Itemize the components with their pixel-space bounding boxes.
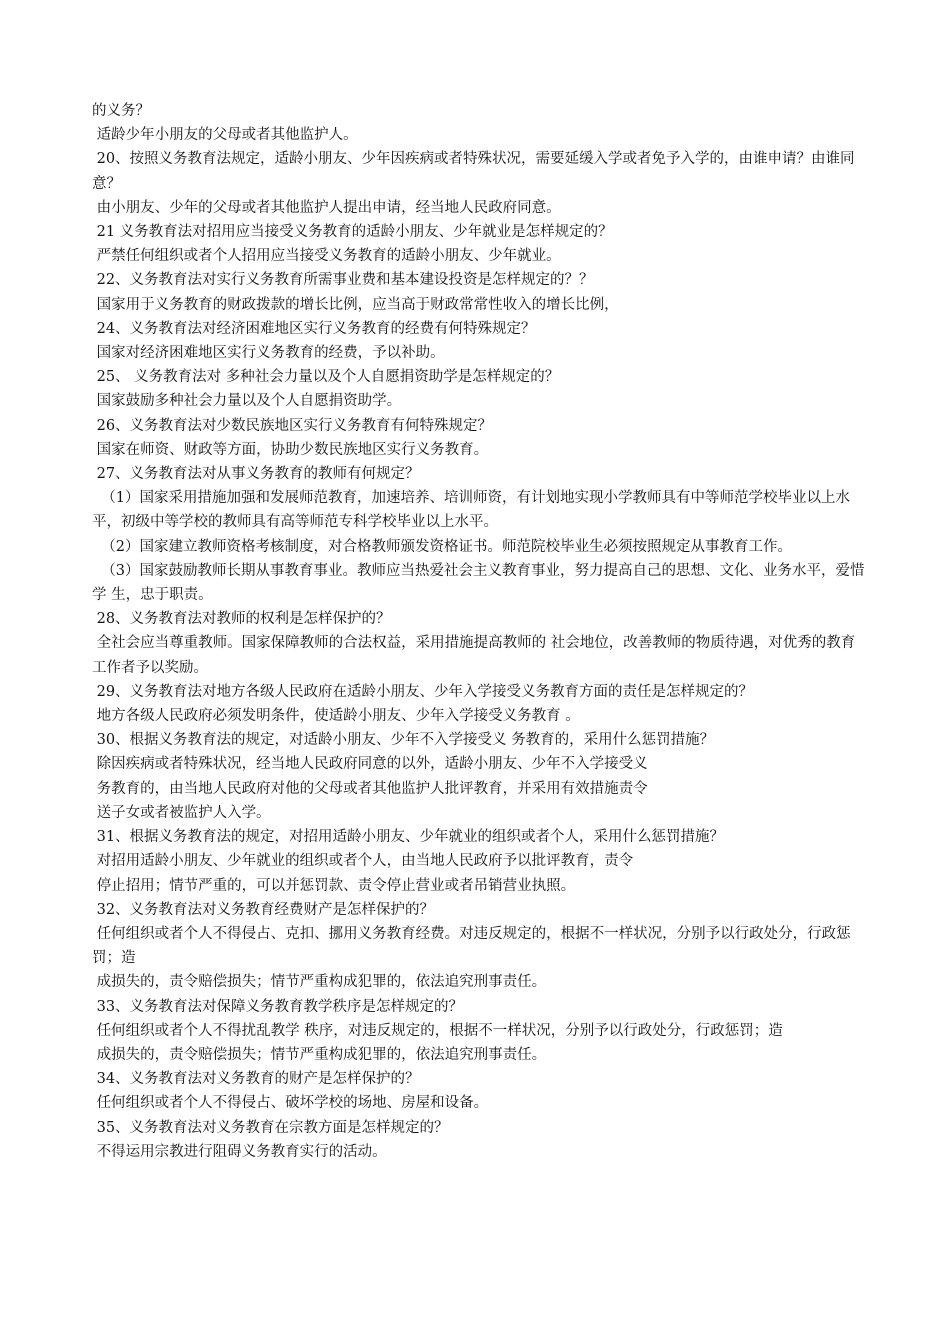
question-35: 35、义务教育法对义务教育在宗教方面是怎样规定的？	[92, 1119, 449, 1136]
answer-31-line-2: 停止招用；情节严重的，可以并惩罚款、责令停止营业或者吊销营业执照。	[92, 877, 576, 894]
answer-30-line-3: 送子女或者被监护人入学。	[92, 804, 271, 821]
answer-22: 国家用于义务教育的财政拨款的增长比例，应当高于财政常常性收入的增长比例，	[92, 296, 619, 313]
answer-27-item-2: （2）国家建立教师资格考核制度，对合格教师颁发资格证书。师范院校毕业生必须按照规定从事教育工作。	[92, 538, 792, 555]
answer-30-line-1: 除因疾病或者特殊状况，经当地人民政府同意的以外，适龄小朋友、少年不入学接受义	[92, 756, 648, 773]
question-26: 26、义务教育法对少数民族地区实行义务教育有何特殊规定？	[92, 417, 493, 434]
answer-34: 任何组织或者个人不得侵占、破坏学校的场地、房屋和设备。	[92, 1095, 489, 1112]
answer-33-line-1: 任何组织或者个人不得扰乱教学 秩序，对违反规定的，根据不一样状况，分别予以行政处分，行政惩罚；造	[92, 1022, 783, 1039]
answer-27-item-3: （3）国家鼓励教师长期从事教育事业。教师应当热爱社会主义教育事业，努力提高自己的思想、文化、业务水平，爱惜学 生，忠于职责。	[92, 562, 865, 604]
answer-21: 严禁任何组织或者个人招用应当接受义务教育的适龄小朋友、少年就业。	[92, 248, 561, 265]
text-line: 的义务？	[92, 103, 150, 119]
document-body	[92, 99, 868, 1164]
answer-26: 国家在师资、财政等方面，协助少数民族地区实行义务教育。	[92, 441, 489, 458]
question-34: 34、义务教育法对义务教育的财产是怎样保护的？	[92, 1071, 420, 1088]
question-20: 20、按照义务教育法规定，适龄小朋友、少年因疾病或者特殊状况，需要延缓入学或者免予入学的，由谁申请？由谁同意？	[92, 151, 855, 192]
answer-32-line-1: 任何组织或者个人不得侵占、克扣、挪用义务教育经费。对违反规定的，根据不一样状况，分别予以行政处分，行政惩罚；造	[92, 925, 851, 967]
answer-32-line-2: 成损失的，责令赔偿损失；情节严重构成犯罪的，依法追究刑事责任。	[92, 974, 547, 991]
question-33: 33、义务教育法对保障义务教育教学秩序是怎样规定的？	[92, 998, 464, 1015]
question-22: 22、义务教育法对实行义务教育所需事业费和基本建设投资是怎样规定的？？	[92, 272, 594, 289]
question-21: 21 义务教育法对招用应当接受义务教育的适龄小朋友、少年就业是怎样规定的？	[92, 224, 613, 241]
question-28: 28、义务教育法对教师的权利是怎样保护的？	[92, 611, 391, 628]
answer-31-line-1: 对招用适龄小朋友、少年就业的组织或者个人，由当地人民政府予以批评教育，责令	[92, 853, 634, 870]
answer-24: 国家对经济困难地区实行义务教育的经费，予以补助。	[92, 345, 445, 362]
question-24: 24、义务教育法对经济困难地区实行义务教育的经费有何特殊规定？	[92, 320, 536, 337]
question-30: 30、根据义务教育法的规定，对适龄小朋友、少年不入学接受义 务教育的，采用什么惩罚措施？	[92, 732, 715, 749]
question-25: 25、 义务教育法对 多种社会力量以及个人自愿捐资助学是怎样规定的？	[92, 369, 560, 386]
answer-20: 由小朋友、少年的父母或者其他监护人提出申请，经当地人民政府同意。	[92, 199, 561, 216]
question-31: 31、根据义务教育法的规定，对招用适龄小朋友、少年就业的组织或者个人，采用什么惩罚措施？	[92, 829, 725, 846]
answer-33-line-2: 成损失的，责令赔偿损失；情节严重构成犯罪的，依法追究刑事责任。	[92, 1046, 547, 1063]
answer-line: 适龄少年小朋友的父母或者其他监护人。	[92, 127, 358, 144]
question-32: 32、义务教育法对义务教育经费财产是怎样保护的？	[92, 901, 435, 918]
answer-25: 国家鼓励多种社会力量以及个人自愿捐资助学。	[92, 393, 402, 410]
answer-30-line-2: 务教育的，由当地人民政府对他的父母或者其他监护人批评教育，并采用有效措施责令	[92, 780, 648, 797]
answer-27-item-1: （1）国家采用措施加强和发展师范教育，加速培养、培训师资，有计划地实现小学教师具有中等师范学校毕业以上水平，初级中等学校的教师具有高等师范专科学校毕业以上水平。	[92, 490, 850, 531]
answer-35: 不得运用宗教进行阻碍义务教育实行的活动。	[92, 1143, 387, 1160]
answer-29: 地方各级人民政府必须发明条件，使适龄小朋友、少年入学接受义务教育 。	[92, 708, 580, 725]
question-27: 27、义务教育法对从事义务教育的教师有何规定？	[92, 466, 420, 483]
question-29: 29、义务教育法对地方各级人民政府在适龄小朋友、少年入学接受义务教育方面的责任是怎样规定的？	[92, 683, 754, 700]
answer-28: 全社会应当尊重教师。国家保障教师的合法权益，采用措施提高教师的 社会地位，改善教师的物质待遇，对优秀的教育工作者予以奖励。	[92, 635, 856, 676]
